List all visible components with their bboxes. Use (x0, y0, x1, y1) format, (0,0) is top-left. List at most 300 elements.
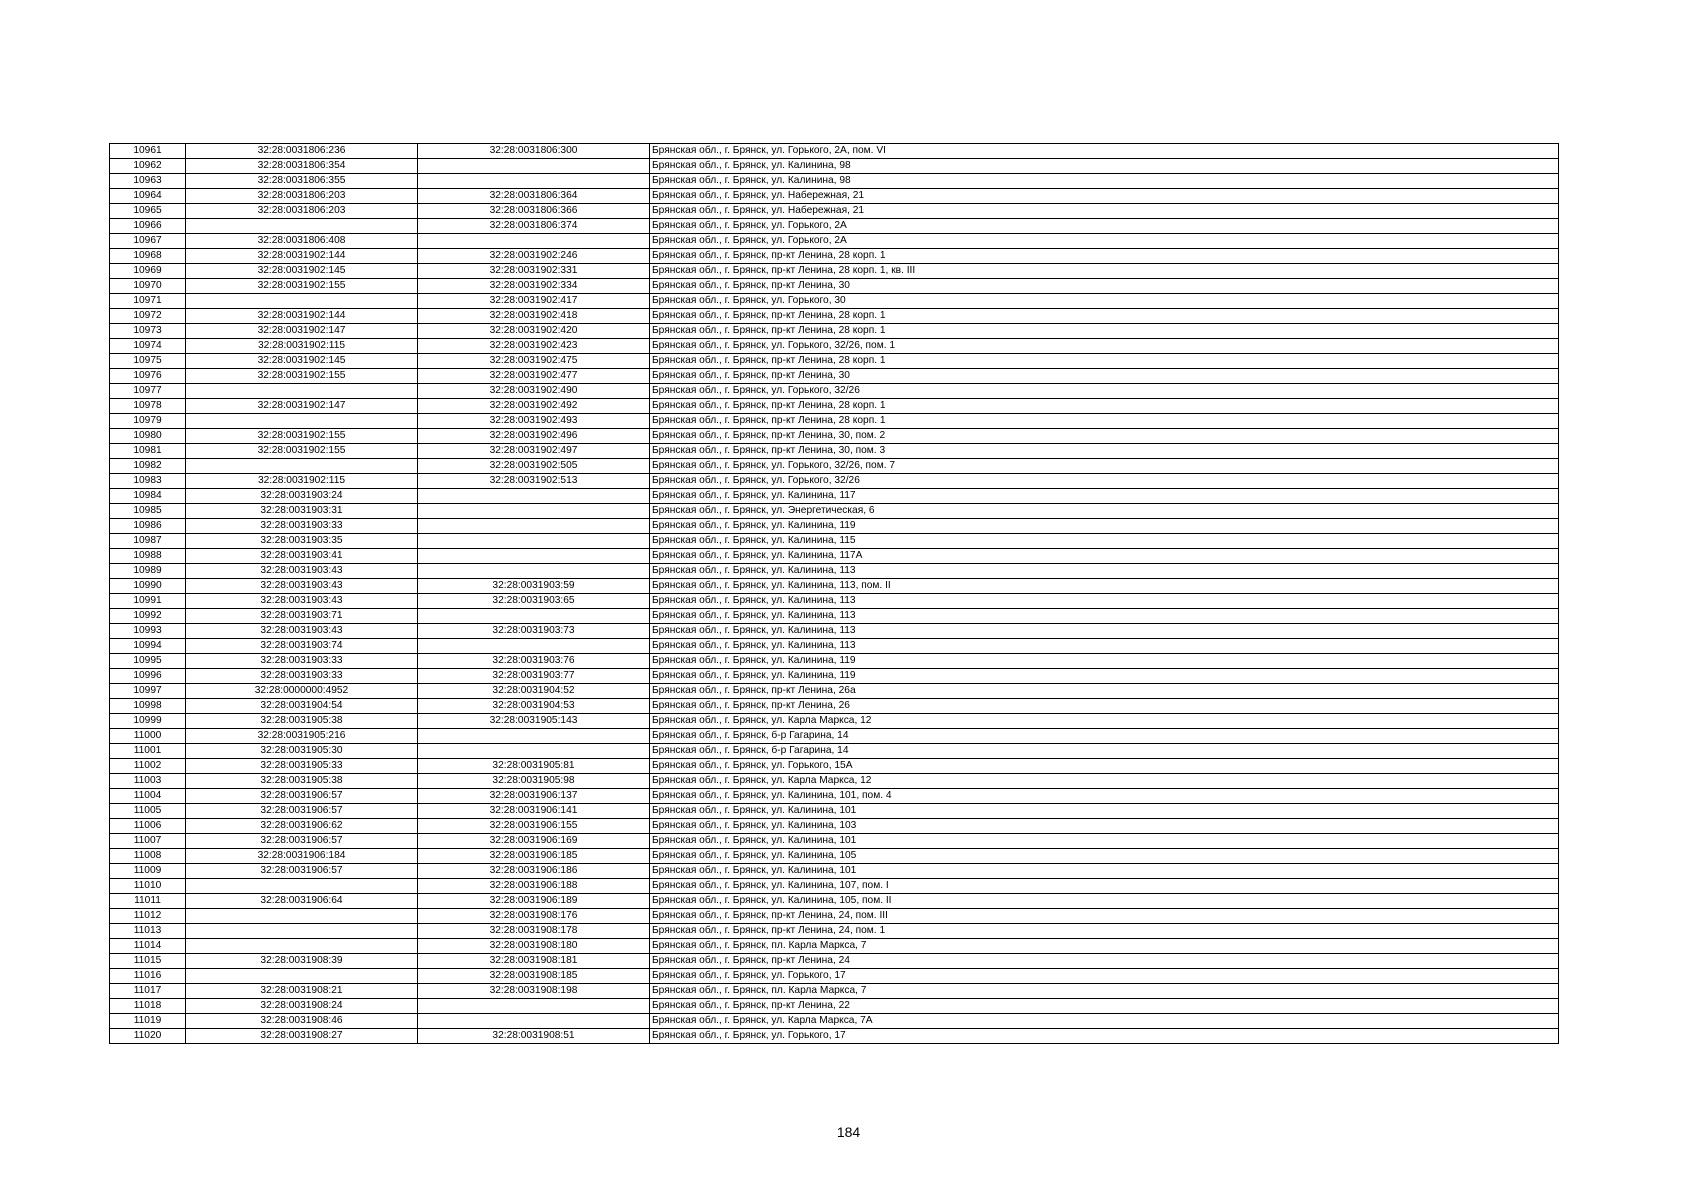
address-cell: Брянская обл., г. Брянск, пр-кт Ленина, 28 корп. 1 (650, 414, 1559, 429)
new-cadastral-number-cell (418, 174, 650, 189)
row-number-cell: 10963 (110, 174, 186, 189)
new-cadastral-number-cell: 32:28:0031908:176 (418, 909, 650, 924)
new-cadastral-number-cell (418, 1014, 650, 1029)
row-number-cell: 10989 (110, 564, 186, 579)
registry-table-body (110, 144, 1559, 1044)
row-number-cell: 11012 (110, 909, 186, 924)
registry-table (109, 143, 1559, 1044)
row-number-cell: 10976 (110, 369, 186, 384)
table-row (110, 369, 1559, 384)
address-cell: Брянская обл., г. Брянск, ул. Горького, 2А, пом. VI (650, 144, 1559, 159)
new-cadastral-number-cell: 32:28:0031902:331 (418, 264, 650, 279)
address-cell: Брянская обл., г. Брянск, пр-кт Ленина, 26 (650, 699, 1559, 714)
row-number-cell: 11011 (110, 894, 186, 909)
new-cadastral-number-cell: 32:28:0031906:141 (418, 804, 650, 819)
row-number-cell: 10961 (110, 144, 186, 159)
table-row (110, 849, 1559, 864)
old-cadastral-number-cell (186, 384, 418, 399)
new-cadastral-number-cell (418, 609, 650, 624)
old-cadastral-number-cell: 32:28:0031908:24 (186, 999, 418, 1014)
row-number-cell: 10988 (110, 549, 186, 564)
row-number-cell: 11017 (110, 984, 186, 999)
row-number-cell: 11016 (110, 969, 186, 984)
new-cadastral-number-cell: 32:28:0031904:53 (418, 699, 650, 714)
table-row (110, 309, 1559, 324)
table-row (110, 714, 1559, 729)
address-cell: Брянская обл., г. Брянск, пр-кт Ленина, 28 корп. 1 (650, 249, 1559, 264)
new-cadastral-number-cell: 32:28:0031905:143 (418, 714, 650, 729)
old-cadastral-number-cell: 32:28:0031806:203 (186, 204, 418, 219)
table-row (110, 234, 1559, 249)
new-cadastral-number-cell (418, 549, 650, 564)
table-row (110, 834, 1559, 849)
address-cell: Брянская обл., г. Брянск, ул. Калинина, 101 (650, 834, 1559, 849)
address-cell: Брянская обл., г. Брянск, б-р Гагарина, 14 (650, 744, 1559, 759)
address-cell: Брянская обл., г. Брянск, ул. Калинина, 119 (650, 519, 1559, 534)
address-cell: Брянская обл., г. Брянск, ул. Калинина, 113 (650, 639, 1559, 654)
new-cadastral-number-cell: 32:28:0031903:59 (418, 579, 650, 594)
row-number-cell: 10983 (110, 474, 186, 489)
old-cadastral-number-cell: 32:28:0031903:33 (186, 669, 418, 684)
address-cell: Брянская обл., г. Брянск, пр-кт Ленина, 28 корп. 1 (650, 399, 1559, 414)
row-number-cell: 10995 (110, 654, 186, 669)
new-cadastral-number-cell (418, 489, 650, 504)
row-number-cell: 11004 (110, 789, 186, 804)
table-row (110, 279, 1559, 294)
new-cadastral-number-cell (418, 234, 650, 249)
address-cell: Брянская обл., г. Брянск, ул. Калинина, 113 (650, 609, 1559, 624)
row-number-cell: 10991 (110, 594, 186, 609)
new-cadastral-number-cell (418, 534, 650, 549)
new-cadastral-number-cell: 32:28:0031904:52 (418, 684, 650, 699)
old-cadastral-number-cell: 32:28:0031902:147 (186, 399, 418, 414)
table-row (110, 579, 1559, 594)
old-cadastral-number-cell: 32:28:0031903:43 (186, 624, 418, 639)
old-cadastral-number-cell: 32:28:0031902:145 (186, 354, 418, 369)
old-cadastral-number-cell: 32:28:0031905:38 (186, 774, 418, 789)
address-cell: Брянская обл., г. Брянск, пр-кт Ленина, 28 корп. 1 (650, 354, 1559, 369)
old-cadastral-number-cell: 32:28:0031902:155 (186, 444, 418, 459)
table-row (110, 684, 1559, 699)
address-cell: Брянская обл., г. Брянск, ул. Энергетическая, 6 (650, 504, 1559, 519)
table-row (110, 639, 1559, 654)
table-row (110, 984, 1559, 999)
row-number-cell: 10979 (110, 414, 186, 429)
address-cell: Брянская обл., г. Брянск, ул. Калинина, 101 (650, 864, 1559, 879)
row-number-cell: 10962 (110, 159, 186, 174)
address-cell: Брянская обл., г. Брянск, ул. Набережная, 21 (650, 204, 1559, 219)
table-row (110, 609, 1559, 624)
row-number-cell: 10968 (110, 249, 186, 264)
old-cadastral-number-cell (186, 924, 418, 939)
row-number-cell: 11014 (110, 939, 186, 954)
table-row (110, 354, 1559, 369)
row-number-cell: 10999 (110, 714, 186, 729)
table-row (110, 534, 1559, 549)
new-cadastral-number-cell: 32:28:0031908:180 (418, 939, 650, 954)
old-cadastral-number-cell: 32:28:0031902:145 (186, 264, 418, 279)
row-number-cell: 11013 (110, 924, 186, 939)
old-cadastral-number-cell: 32:28:0031906:62 (186, 819, 418, 834)
old-cadastral-number-cell: 32:28:0031905:33 (186, 759, 418, 774)
address-cell: Брянская обл., г. Брянск, пр-кт Ленина, 24, пом. III (650, 909, 1559, 924)
old-cadastral-number-cell: 32:28:0031906:184 (186, 849, 418, 864)
old-cadastral-number-cell: 32:28:0031906:57 (186, 804, 418, 819)
old-cadastral-number-cell: 32:28:0031903:31 (186, 504, 418, 519)
address-cell: Брянская обл., г. Брянск, ул. Калинина, 113 (650, 624, 1559, 639)
table-row (110, 804, 1559, 819)
row-number-cell: 11018 (110, 999, 186, 1014)
table-row (110, 759, 1559, 774)
new-cadastral-number-cell (418, 999, 650, 1014)
old-cadastral-number-cell: 32:28:0031902:155 (186, 369, 418, 384)
table-row (110, 624, 1559, 639)
new-cadastral-number-cell: 32:28:0031903:76 (418, 654, 650, 669)
row-number-cell: 10972 (110, 309, 186, 324)
row-number-cell: 10993 (110, 624, 186, 639)
row-number-cell: 11002 (110, 759, 186, 774)
address-cell: Брянская обл., г. Брянск, ул. Горького, 15А (650, 759, 1559, 774)
old-cadastral-number-cell: 32:28:0031903:33 (186, 519, 418, 534)
new-cadastral-number-cell: 32:28:0031906:186 (418, 864, 650, 879)
row-number-cell: 11007 (110, 834, 186, 849)
old-cadastral-number-cell: 32:28:0031903:43 (186, 579, 418, 594)
table-row (110, 399, 1559, 414)
table-row (110, 744, 1559, 759)
row-number-cell: 10978 (110, 399, 186, 414)
table-row (110, 954, 1559, 969)
old-cadastral-number-cell: 32:28:0031903:35 (186, 534, 418, 549)
old-cadastral-number-cell: 32:28:0031906:57 (186, 834, 418, 849)
row-number-cell: 11008 (110, 849, 186, 864)
row-number-cell: 11010 (110, 879, 186, 894)
address-cell: Брянская обл., г. Брянск, ул. Калинина, 98 (650, 174, 1559, 189)
address-cell: Брянская обл., г. Брянск, ул. Горького, 32/26, пом. 7 (650, 459, 1559, 474)
new-cadastral-number-cell: 32:28:0031902:493 (418, 414, 650, 429)
new-cadastral-number-cell: 32:28:0031902:497 (418, 444, 650, 459)
address-cell: Брянская обл., г. Брянск, ул. Горького, 2А (650, 219, 1559, 234)
address-cell: Брянская обл., г. Брянск, пр-кт Ленина, 30, пом. 3 (650, 444, 1559, 459)
new-cadastral-number-cell (418, 159, 650, 174)
new-cadastral-number-cell: 32:28:0031908:51 (418, 1029, 650, 1044)
old-cadastral-number-cell: 32:28:0031908:46 (186, 1014, 418, 1029)
row-number-cell: 10982 (110, 459, 186, 474)
address-cell: Брянская обл., г. Брянск, пр-кт Ленина, 30 (650, 279, 1559, 294)
table-row (110, 249, 1559, 264)
new-cadastral-number-cell (418, 639, 650, 654)
address-cell: Брянская обл., г. Брянск, ул. Горького, 17 (650, 969, 1559, 984)
row-number-cell: 10985 (110, 504, 186, 519)
row-number-cell: 10964 (110, 189, 186, 204)
row-number-cell: 10970 (110, 279, 186, 294)
address-cell: Брянская обл., г. Брянск, ул. Горького, 2А (650, 234, 1559, 249)
old-cadastral-number-cell: 32:28:0031903:74 (186, 639, 418, 654)
table-row (110, 789, 1559, 804)
address-cell: Брянская обл., г. Брянск, б-р Гагарина, 14 (650, 729, 1559, 744)
new-cadastral-number-cell (418, 744, 650, 759)
address-cell: Брянская обл., г. Брянск, ул. Карла Маркса, 12 (650, 714, 1559, 729)
row-number-cell: 10971 (110, 294, 186, 309)
old-cadastral-number-cell: 32:28:0031903:33 (186, 654, 418, 669)
old-cadastral-number-cell (186, 414, 418, 429)
address-cell: Брянская обл., г. Брянск, ул. Калинина, 117А (650, 549, 1559, 564)
new-cadastral-number-cell: 32:28:0031902:492 (418, 399, 650, 414)
table-row (110, 864, 1559, 879)
new-cadastral-number-cell: 32:28:0031905:81 (418, 759, 650, 774)
row-number-cell: 10980 (110, 429, 186, 444)
table-row (110, 774, 1559, 789)
table-row (110, 339, 1559, 354)
old-cadastral-number-cell (186, 459, 418, 474)
address-cell: Брянская обл., г. Брянск, ул. Калинина, 117 (650, 489, 1559, 504)
table-row (110, 894, 1559, 909)
row-number-cell: 11020 (110, 1029, 186, 1044)
new-cadastral-number-cell: 32:28:0031902:490 (418, 384, 650, 399)
address-cell: Брянская обл., г. Брянск, ул. Калинина, 103 (650, 819, 1559, 834)
table-row (110, 999, 1559, 1014)
row-number-cell: 11005 (110, 804, 186, 819)
new-cadastral-number-cell (418, 504, 650, 519)
address-cell: Брянская обл., г. Брянск, ул. Калинина, 98 (650, 159, 1559, 174)
address-cell: Брянская обл., г. Брянск, ул. Калинина, 105, пом. II (650, 894, 1559, 909)
new-cadastral-number-cell: 32:28:0031902:477 (418, 369, 650, 384)
new-cadastral-number-cell: 32:28:0031902:420 (418, 324, 650, 339)
table-row (110, 459, 1559, 474)
row-number-cell: 11000 (110, 729, 186, 744)
address-cell: Брянская обл., г. Брянск, ул. Калинина, 119 (650, 669, 1559, 684)
table-row (110, 189, 1559, 204)
old-cadastral-number-cell: 32:28:0031806:354 (186, 159, 418, 174)
old-cadastral-number-cell: 32:28:0031902:155 (186, 429, 418, 444)
row-number-cell: 10966 (110, 219, 186, 234)
address-cell: Брянская обл., г. Брянск, пл. Карла Маркса, 7 (650, 984, 1559, 999)
row-number-cell: 10990 (110, 579, 186, 594)
table-row (110, 819, 1559, 834)
table-row (110, 204, 1559, 219)
new-cadastral-number-cell: 32:28:0031902:475 (418, 354, 650, 369)
row-number-cell: 10992 (110, 609, 186, 624)
address-cell: Брянская обл., г. Брянск, пр-кт Ленина, 30 (650, 369, 1559, 384)
new-cadastral-number-cell (418, 564, 650, 579)
new-cadastral-number-cell: 32:28:0031806:300 (418, 144, 650, 159)
old-cadastral-number-cell: 32:28:0031903:71 (186, 609, 418, 624)
old-cadastral-number-cell: 32:28:0031908:39 (186, 954, 418, 969)
new-cadastral-number-cell: 32:28:0031906:188 (418, 879, 650, 894)
address-cell: Брянская обл., г. Брянск, пр-кт Ленина, 28 корп. 1, кв. III (650, 264, 1559, 279)
row-number-cell: 10969 (110, 264, 186, 279)
row-number-cell: 10984 (110, 489, 186, 504)
table-row (110, 729, 1559, 744)
address-cell: Брянская обл., г. Брянск, пр-кт Ленина, 24, пом. 1 (650, 924, 1559, 939)
row-number-cell: 11015 (110, 954, 186, 969)
table-row (110, 909, 1559, 924)
table-row (110, 294, 1559, 309)
old-cadastral-number-cell: 32:28:0031902:115 (186, 474, 418, 489)
new-cadastral-number-cell: 32:28:0031906:137 (418, 789, 650, 804)
row-number-cell: 10998 (110, 699, 186, 714)
address-cell: Брянская обл., г. Брянск, ул. Калинина, 101, пом. 4 (650, 789, 1559, 804)
new-cadastral-number-cell (418, 729, 650, 744)
new-cadastral-number-cell: 32:28:0031903:65 (418, 594, 650, 609)
old-cadastral-number-cell: 32:28:0031903:41 (186, 549, 418, 564)
new-cadastral-number-cell: 32:28:0031903:77 (418, 669, 650, 684)
table-row (110, 144, 1559, 159)
old-cadastral-number-cell: 32:28:0031806:355 (186, 174, 418, 189)
old-cadastral-number-cell (186, 909, 418, 924)
row-number-cell: 10997 (110, 684, 186, 699)
table-row (110, 384, 1559, 399)
new-cadastral-number-cell: 32:28:0031906:185 (418, 849, 650, 864)
row-number-cell: 11019 (110, 1014, 186, 1029)
new-cadastral-number-cell: 32:28:0031902:496 (418, 429, 650, 444)
new-cadastral-number-cell: 32:28:0031902:418 (418, 309, 650, 324)
old-cadastral-number-cell: 32:28:0031902:115 (186, 339, 418, 354)
address-cell: Брянская обл., г. Брянск, пр-кт Ленина, 24 (650, 954, 1559, 969)
old-cadastral-number-cell (186, 294, 418, 309)
row-number-cell: 10965 (110, 204, 186, 219)
row-number-cell: 10996 (110, 669, 186, 684)
new-cadastral-number-cell: 32:28:0031902:505 (418, 459, 650, 474)
table-row (110, 924, 1559, 939)
new-cadastral-number-cell: 32:28:0031908:178 (418, 924, 650, 939)
row-number-cell: 10974 (110, 339, 186, 354)
new-cadastral-number-cell: 32:28:0031908:198 (418, 984, 650, 999)
table-row (110, 159, 1559, 174)
new-cadastral-number-cell: 32:28:0031902:417 (418, 294, 650, 309)
row-number-cell: 10981 (110, 444, 186, 459)
address-cell: Брянская обл., г. Брянск, пр-кт Ленина, 28 корп. 1 (650, 324, 1559, 339)
address-cell: Брянская обл., г. Брянск, ул. Калинина, 113, пом. II (650, 579, 1559, 594)
new-cadastral-number-cell: 32:28:0031806:366 (418, 204, 650, 219)
row-number-cell: 10977 (110, 384, 186, 399)
table-row (110, 1029, 1559, 1044)
old-cadastral-number-cell: 32:28:0031902:147 (186, 324, 418, 339)
old-cadastral-number-cell: 32:28:0031806:408 (186, 234, 418, 249)
table-row (110, 879, 1559, 894)
old-cadastral-number-cell: 32:28:0031908:27 (186, 1029, 418, 1044)
row-number-cell: 10987 (110, 534, 186, 549)
row-number-cell: 11006 (110, 819, 186, 834)
new-cadastral-number-cell: 32:28:0031908:181 (418, 954, 650, 969)
address-cell: Брянская обл., г. Брянск, пл. Карла Маркса, 7 (650, 939, 1559, 954)
old-cadastral-number-cell: 32:28:0031904:54 (186, 699, 418, 714)
table-row (110, 414, 1559, 429)
old-cadastral-number-cell: 32:28:0031908:21 (186, 984, 418, 999)
address-cell: Брянская обл., г. Брянск, ул. Карла Маркса, 12 (650, 774, 1559, 789)
new-cadastral-number-cell: 32:28:0031906:155 (418, 819, 650, 834)
table-row (110, 474, 1559, 489)
table-row (110, 699, 1559, 714)
old-cadastral-number-cell: 32:28:0031905:30 (186, 744, 418, 759)
address-cell: Брянская обл., г. Брянск, ул. Калинина, 113 (650, 564, 1559, 579)
new-cadastral-number-cell: 32:28:0031906:189 (418, 894, 650, 909)
new-cadastral-number-cell: 32:28:0031902:246 (418, 249, 650, 264)
table-row (110, 594, 1559, 609)
new-cadastral-number-cell: 32:28:0031806:374 (418, 219, 650, 234)
table-row (110, 264, 1559, 279)
old-cadastral-number-cell (186, 879, 418, 894)
old-cadastral-number-cell: 32:28:0031902:144 (186, 249, 418, 264)
address-cell: Брянская обл., г. Брянск, ул. Калинина, 119 (650, 654, 1559, 669)
address-cell: Брянская обл., г. Брянск, ул. Калинина, 107, пом. I (650, 879, 1559, 894)
row-number-cell: 11001 (110, 744, 186, 759)
table-row (110, 549, 1559, 564)
table-row (110, 219, 1559, 234)
row-number-cell: 10967 (110, 234, 186, 249)
old-cadastral-number-cell: 32:28:0031905:216 (186, 729, 418, 744)
row-number-cell: 10973 (110, 324, 186, 339)
new-cadastral-number-cell: 32:28:0031902:334 (418, 279, 650, 294)
table-row (110, 444, 1559, 459)
table-row (110, 669, 1559, 684)
old-cadastral-number-cell: 32:28:0031902:144 (186, 309, 418, 324)
old-cadastral-number-cell (186, 939, 418, 954)
table-row (110, 969, 1559, 984)
old-cadastral-number-cell: 32:28:0031903:43 (186, 594, 418, 609)
address-cell: Брянская обл., г. Брянск, ул. Горького, 17 (650, 1029, 1559, 1044)
address-cell: Брянская обл., г. Брянск, пр-кт Ленина, 30, пом. 2 (650, 429, 1559, 444)
address-cell: Брянская обл., г. Брянск, пр-кт Ленина, 26а (650, 684, 1559, 699)
row-number-cell: 10986 (110, 519, 186, 534)
new-cadastral-number-cell: 32:28:0031906:169 (418, 834, 650, 849)
table-row (110, 1014, 1559, 1029)
address-cell: Брянская обл., г. Брянск, пр-кт Ленина, 28 корп. 1 (650, 309, 1559, 324)
old-cadastral-number-cell: 32:28:0031906:57 (186, 789, 418, 804)
address-cell: Брянская обл., г. Брянск, ул. Калинина, 101 (650, 804, 1559, 819)
new-cadastral-number-cell (418, 519, 650, 534)
address-cell: Брянская обл., г. Брянск, ул. Калинина, 113 (650, 594, 1559, 609)
old-cadastral-number-cell: 32:28:0000000:4952 (186, 684, 418, 699)
old-cadastral-number-cell: 32:28:0031906:64 (186, 894, 418, 909)
address-cell: Брянская обл., г. Брянск, ул. Горького, 32/26 (650, 384, 1559, 399)
address-cell: Брянская обл., г. Брянск, ул. Горького, 32/26 (650, 474, 1559, 489)
row-number-cell: 11009 (110, 864, 186, 879)
old-cadastral-number-cell (186, 969, 418, 984)
old-cadastral-number-cell: 32:28:0031903:43 (186, 564, 418, 579)
address-cell: Брянская обл., г. Брянск, ул. Калинина, 115 (650, 534, 1559, 549)
new-cadastral-number-cell: 32:28:0031903:73 (418, 624, 650, 639)
old-cadastral-number-cell: 32:28:0031906:57 (186, 864, 418, 879)
address-cell: Брянская обл., г. Брянск, пр-кт Ленина, 22 (650, 999, 1559, 1014)
old-cadastral-number-cell: 32:28:0031905:38 (186, 714, 418, 729)
table-row (110, 564, 1559, 579)
new-cadastral-number-cell: 32:28:0031905:98 (418, 774, 650, 789)
row-number-cell: 11003 (110, 774, 186, 789)
new-cadastral-number-cell: 32:28:0031908:185 (418, 969, 650, 984)
table-row (110, 654, 1559, 669)
new-cadastral-number-cell: 32:28:0031902:513 (418, 474, 650, 489)
address-cell: Брянская обл., г. Брянск, ул. Карла Маркса, 7А (650, 1014, 1559, 1029)
address-cell: Брянская обл., г. Брянск, ул. Калинина, 105 (650, 849, 1559, 864)
old-cadastral-number-cell: 32:28:0031806:236 (186, 144, 418, 159)
page-number: 184 (836, 1124, 861, 1140)
table-row (110, 429, 1559, 444)
old-cadastral-number-cell: 32:28:0031806:203 (186, 189, 418, 204)
address-cell: Брянская обл., г. Брянск, ул. Горького, 32/26, пом. 1 (650, 339, 1559, 354)
table-row (110, 174, 1559, 189)
old-cadastral-number-cell: 32:28:0031902:155 (186, 279, 418, 294)
table-row (110, 939, 1559, 954)
row-number-cell: 10994 (110, 639, 186, 654)
address-cell: Брянская обл., г. Брянск, ул. Горького, 30 (650, 294, 1559, 309)
address-cell: Брянская обл., г. Брянск, ул. Набережная, 21 (650, 189, 1559, 204)
old-cadastral-number-cell: 32:28:0031903:24 (186, 489, 418, 504)
table-row (110, 489, 1559, 504)
old-cadastral-number-cell (186, 219, 418, 234)
table-row (110, 324, 1559, 339)
table-row (110, 519, 1559, 534)
row-number-cell: 10975 (110, 354, 186, 369)
